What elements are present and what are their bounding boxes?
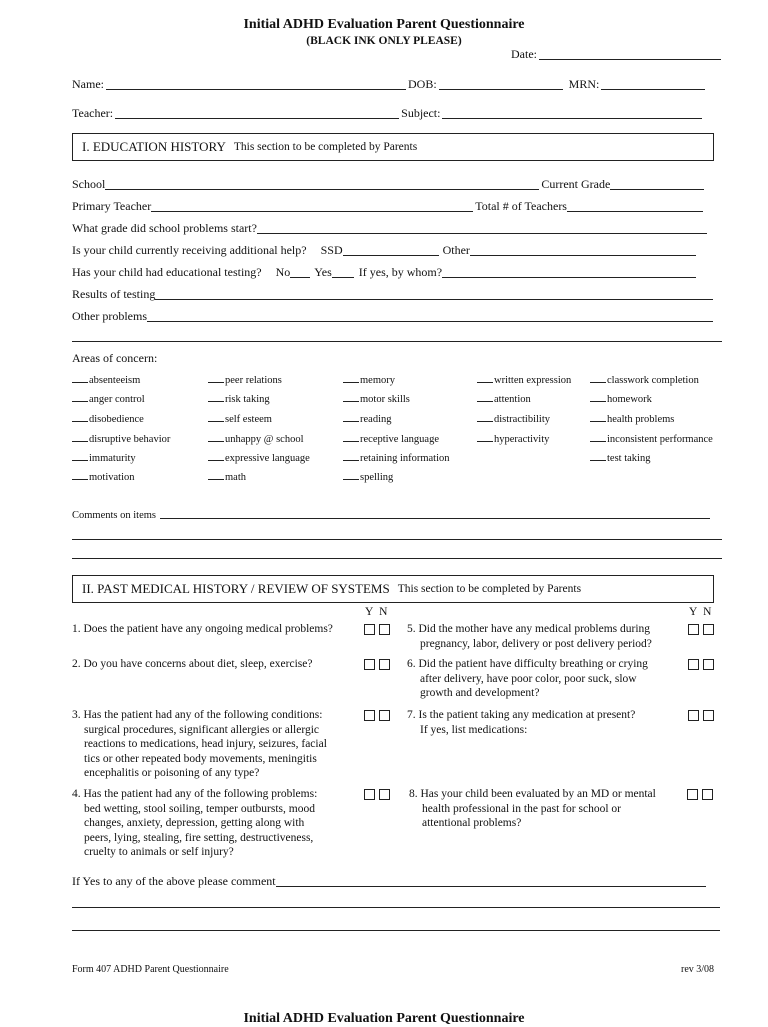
grade-problems-field[interactable]: [257, 222, 707, 234]
by-whom-label: If yes, by whom?: [358, 265, 443, 279]
concern-item[interactable]: memory: [343, 373, 395, 386]
subject-label: Subject:: [401, 106, 441, 120]
yes-checkbox[interactable]: [688, 710, 699, 721]
ssd-field[interactable]: [343, 244, 439, 256]
yes-comment-label: If Yes to any of the above please comment: [72, 874, 276, 888]
total-teachers-field[interactable]: [567, 200, 703, 212]
concern-item[interactable]: classwork completion: [590, 373, 699, 386]
areas-of-concern-label: Areas of concern:: [72, 351, 158, 365]
primary-teacher-row: [72, 199, 705, 214]
mrn-label: MRN:: [568, 77, 600, 91]
question-3-yn: [364, 710, 390, 721]
grade-problems-row: [72, 221, 709, 236]
concern-item[interactable]: math: [208, 470, 246, 483]
primary-teacher-label: Primary Teacher: [72, 199, 152, 213]
question-1: 1. Does the patient have any ongoing medical problems?: [72, 623, 333, 635]
subject-field[interactable]: [442, 107, 702, 119]
no-checkbox[interactable]: [703, 710, 714, 721]
no-checkbox[interactable]: [379, 710, 390, 721]
concern-item[interactable]: inconsistent performance: [590, 432, 713, 445]
date-label: Date:: [511, 47, 537, 61]
yes-comment-field[interactable]: [276, 875, 706, 887]
section2-note: This section to be completed by Parents: [397, 583, 582, 595]
no-checkbox[interactable]: [703, 624, 714, 635]
section1-title: I. EDUCATION HISTORY: [82, 139, 226, 154]
other-problems-row: [72, 309, 715, 324]
concern-item[interactable]: immaturity: [72, 451, 136, 464]
question-6: 6. Did the patient have difficulty breathing or crying after delivery, have poor color, poor suck, slow growth and development?: [407, 658, 648, 699]
date-field[interactable]: [539, 48, 721, 60]
yes-comment-row: [72, 874, 708, 889]
yn-header-right: Y N: [689, 606, 712, 618]
yes-comment-extra-line[interactable]: [72, 907, 720, 908]
yes-checkbox[interactable]: [364, 659, 375, 670]
teacher-row: [72, 106, 704, 121]
school-row: [72, 177, 706, 192]
other-help-label: Other: [442, 243, 470, 257]
concern-item[interactable]: written expression: [477, 373, 571, 386]
by-whom-field[interactable]: [442, 266, 696, 278]
yes-checkbox[interactable]: [688, 659, 699, 670]
concern-item[interactable]: motivation: [72, 470, 135, 483]
concern-item[interactable]: hyperactivity: [477, 432, 549, 445]
revision-label: rev 3/08: [681, 964, 715, 975]
yes-checkbox[interactable]: [688, 624, 699, 635]
comments-label: Comments on items: [72, 510, 156, 521]
concern-item[interactable]: homework: [590, 392, 652, 405]
medical-history-header: [72, 575, 714, 603]
current-grade-label: Current Grade: [541, 177, 611, 191]
question-6-yn: [688, 659, 714, 670]
form-subtitle: (BLACK INK ONLY PLEASE): [306, 35, 462, 47]
other-problems-field[interactable]: [147, 310, 713, 322]
current-grade-field[interactable]: [610, 178, 704, 190]
dob-label: DOB:: [408, 77, 437, 91]
form-title: Initial ADHD Evaluation Parent Questionnaire: [243, 17, 525, 32]
concern-item[interactable]: peer relations: [208, 373, 282, 386]
no-checkbox[interactable]: [379, 659, 390, 670]
comments-field[interactable]: [160, 509, 710, 519]
testing-no-field[interactable]: [290, 266, 310, 278]
question-8: 8. Has your child been evaluated by an MD or mental health professional in the past for school or attentional problems?: [409, 788, 656, 829]
concern-item[interactable]: spelling: [343, 470, 393, 483]
concern-item[interactable]: attention: [477, 392, 531, 405]
concern-item[interactable]: test taking: [590, 451, 650, 464]
concern-item[interactable]: disobedience: [72, 412, 144, 425]
no-checkbox[interactable]: [379, 624, 390, 635]
date-row: [511, 47, 723, 62]
dob-field[interactable]: [439, 78, 563, 90]
concern-item[interactable]: self esteem: [208, 412, 272, 425]
testing-label: Has your child had educational testing?: [72, 265, 262, 279]
question-3: 3. Has the patient had any of the following conditions: surgical procedures, significant allergies or allergic reactions to medications, head injury, seizures, facial tics or other repeated body movements, meningitis encephalitis or poisoning of any type?: [72, 709, 327, 779]
concern-item[interactable]: absenteeism: [72, 373, 140, 386]
testing-no-label: No: [275, 265, 291, 279]
results-label: Results of testing: [72, 287, 156, 301]
question-5: 5. Did the mother have any medical problems during pregnancy, labor, delivery or post delivery period?: [407, 623, 652, 650]
other-problems-extra-line[interactable]: [72, 341, 722, 342]
comments-row: [72, 509, 712, 521]
concern-item[interactable]: receptive language: [343, 432, 439, 445]
testing-yes-label: Yes: [314, 265, 332, 279]
question-4: 4. Has the patient had any of the following problems: bed wetting, stool soiling, temper outbursts, mood changes, anxiety, depression, getting along with peers, lying, stealing, fire setting, destructiveness, cruelty to animals or self injury?: [72, 788, 318, 858]
additional-help-row: [72, 243, 698, 258]
yes-checkbox[interactable]: [364, 624, 375, 635]
question-1-yn: [364, 624, 390, 635]
primary-teacher-field[interactable]: [151, 200, 473, 212]
comments-extra-line[interactable]: [72, 558, 722, 559]
name-label: Name:: [72, 77, 104, 91]
school-label: School: [72, 177, 106, 191]
teacher-field[interactable]: [115, 107, 399, 119]
yes-checkbox[interactable]: [364, 710, 375, 721]
additional-help-label: Is your child currently receiving additional help?: [72, 243, 307, 257]
total-teachers-label: Total # of Teachers: [475, 199, 567, 213]
yes-checkbox[interactable]: [364, 789, 375, 800]
question-5-yn: [688, 624, 714, 635]
question-2-yn: [364, 659, 390, 670]
comments-extra-line[interactable]: [72, 539, 722, 540]
mrn-field[interactable]: [601, 78, 705, 90]
name-row: [72, 77, 707, 92]
education-history-header: [72, 133, 714, 161]
testing-row: [72, 265, 698, 280]
question-8-yn: [687, 789, 713, 800]
no-checkbox[interactable]: [702, 789, 713, 800]
ssd-label: SSD: [320, 243, 343, 257]
concern-item[interactable]: distractibility: [477, 412, 550, 425]
other-help-field[interactable]: [470, 244, 696, 256]
school-field[interactable]: [105, 178, 539, 190]
name-field[interactable]: [106, 78, 406, 90]
concern-item[interactable]: unhappy @ school: [208, 432, 304, 445]
concern-item[interactable]: reading: [343, 412, 392, 425]
yes-checkbox[interactable]: [687, 789, 698, 800]
concern-item[interactable]: disruptive behavior: [72, 432, 170, 445]
testing-yes-field[interactable]: [332, 266, 354, 278]
section2-title: II. PAST MEDICAL HISTORY / REVIEW OF SYSTEMS: [82, 581, 390, 596]
question-7-yn: [688, 710, 714, 721]
no-checkbox[interactable]: [703, 659, 714, 670]
concern-item[interactable]: expressive language: [208, 451, 310, 464]
question-7: 7. Is the patient taking any medication at present? If yes, list medications:: [407, 709, 636, 736]
question-4-yn: [364, 789, 390, 800]
yes-comment-extra-line[interactable]: [72, 930, 720, 931]
grade-problems-label: What grade did school problems start?: [72, 221, 257, 235]
section1-note: This section to be completed by Parents: [233, 141, 418, 153]
concern-item[interactable]: health problems: [590, 412, 674, 425]
concern-item[interactable]: risk taking: [208, 392, 270, 405]
form-number: Form 407 ADHD Parent Questionnaire: [72, 964, 229, 975]
teacher-label: Teacher:: [72, 106, 114, 120]
concern-item[interactable]: retaining information: [343, 451, 450, 464]
yn-header-left: Y N: [365, 606, 388, 618]
other-problems-label: Other problems: [72, 309, 147, 323]
concern-item[interactable]: anger control: [72, 392, 145, 405]
no-checkbox[interactable]: [379, 789, 390, 800]
question-2: 2. Do you have concerns about diet, sleep, exercise?: [72, 658, 313, 670]
next-page-title: Initial ADHD Evaluation Parent Questionnaire: [243, 1011, 525, 1026]
results-field[interactable]: [155, 288, 713, 300]
concern-item[interactable]: motor skills: [343, 392, 410, 405]
results-row: [72, 287, 715, 302]
